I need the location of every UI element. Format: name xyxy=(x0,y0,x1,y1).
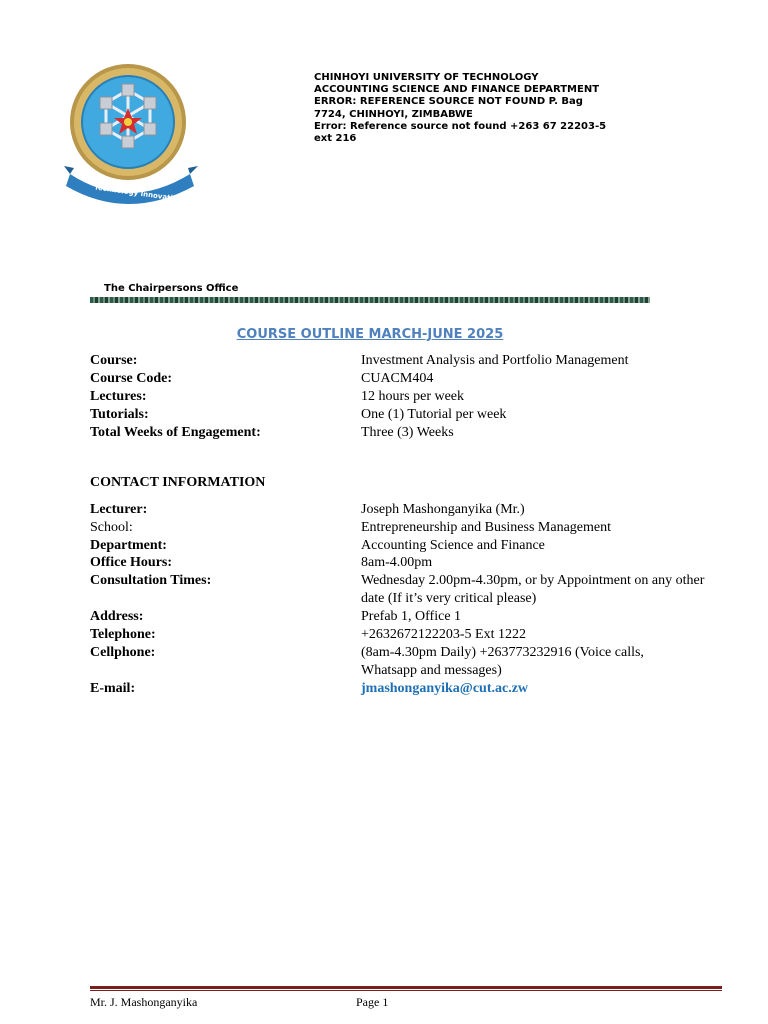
row-value: Entrepreneurship and Business Management xyxy=(361,520,611,535)
header-line: CHINHOYI UNIVERSITY OF TECHNOLOGY xyxy=(314,72,539,83)
footer-rule xyxy=(90,986,722,989)
contact-heading: CONTACT INFORMATION xyxy=(90,475,266,490)
header-line: ERROR: REFERENCE SOURCE NOT FOUND P. Bag xyxy=(314,96,583,108)
row-label: Lectures: xyxy=(90,389,147,404)
header-line: ext 216 xyxy=(314,133,357,145)
row-label: E-mail: xyxy=(90,681,136,696)
row-label: Consultation Times: xyxy=(90,573,212,588)
row-label: Tutorials: xyxy=(90,407,149,422)
footer-rule-thin xyxy=(90,990,722,991)
row-value: 12 hours per week xyxy=(361,389,465,404)
row-value: One (1) Tutorial per week xyxy=(361,407,507,422)
row-label: Department: xyxy=(90,538,167,553)
row-label: Cellphone: xyxy=(90,645,156,660)
row-label: Office Hours: xyxy=(90,555,173,570)
row-value: Prefab 1, Office 1 xyxy=(361,609,462,624)
header-line: 7724, CHINHOYI, ZIMBABWE xyxy=(314,108,473,120)
row-value: Wednesday 2.00pm-4.30pm, or by Appointment on any other date (If it’s very critical please) xyxy=(361,573,705,606)
row-label: Lecturer: xyxy=(90,502,148,517)
row-value: Accounting Science and Finance xyxy=(361,538,545,553)
university-address-block xyxy=(314,72,624,145)
row-value: (8am-4.30pm Daily) +263773232916 (Voice calls, Whatsapp and messages) xyxy=(361,645,644,678)
header-line: Error: Reference source not found +263 67 22203-5 xyxy=(314,120,607,132)
row-label: Telephone: xyxy=(90,627,156,642)
row-label: Course Code: xyxy=(90,371,173,386)
university-logo xyxy=(64,62,213,208)
row-value: Investment Analysis and Portfolio Management xyxy=(361,353,629,368)
footer-page-number: Page 1 xyxy=(356,995,389,1009)
office-label: The Chairpersons Office xyxy=(104,283,239,294)
row-label: School: xyxy=(90,520,133,535)
email-link[interactable]: jmashonganyika@cut.ac.zw xyxy=(361,681,529,696)
row-value: Three (3) Weeks xyxy=(361,425,454,440)
row-value: CUACM404 xyxy=(361,371,434,386)
decorative-divider xyxy=(90,297,650,303)
logo-motto: Technology Innovation Wealth xyxy=(93,183,213,208)
row-label: Address: xyxy=(90,609,144,624)
row-value: Joseph Mashonganyika (Mr.) xyxy=(361,502,525,517)
row-value: +2632672122203-5 Ext 1222 xyxy=(361,627,526,642)
page-title: COURSE OUTLINE MARCH-JUNE 2025 xyxy=(236,327,504,342)
row-label: Course: xyxy=(90,353,138,368)
row-value: 8am-4.00pm xyxy=(361,555,433,570)
footer-author: Mr. J. Mashonganyika xyxy=(90,995,198,1009)
row-label: Total Weeks of Engagement: xyxy=(90,425,261,440)
header-line: ACCOUNTING SCIENCE AND FINANCE DEPARTMENT xyxy=(314,84,600,96)
